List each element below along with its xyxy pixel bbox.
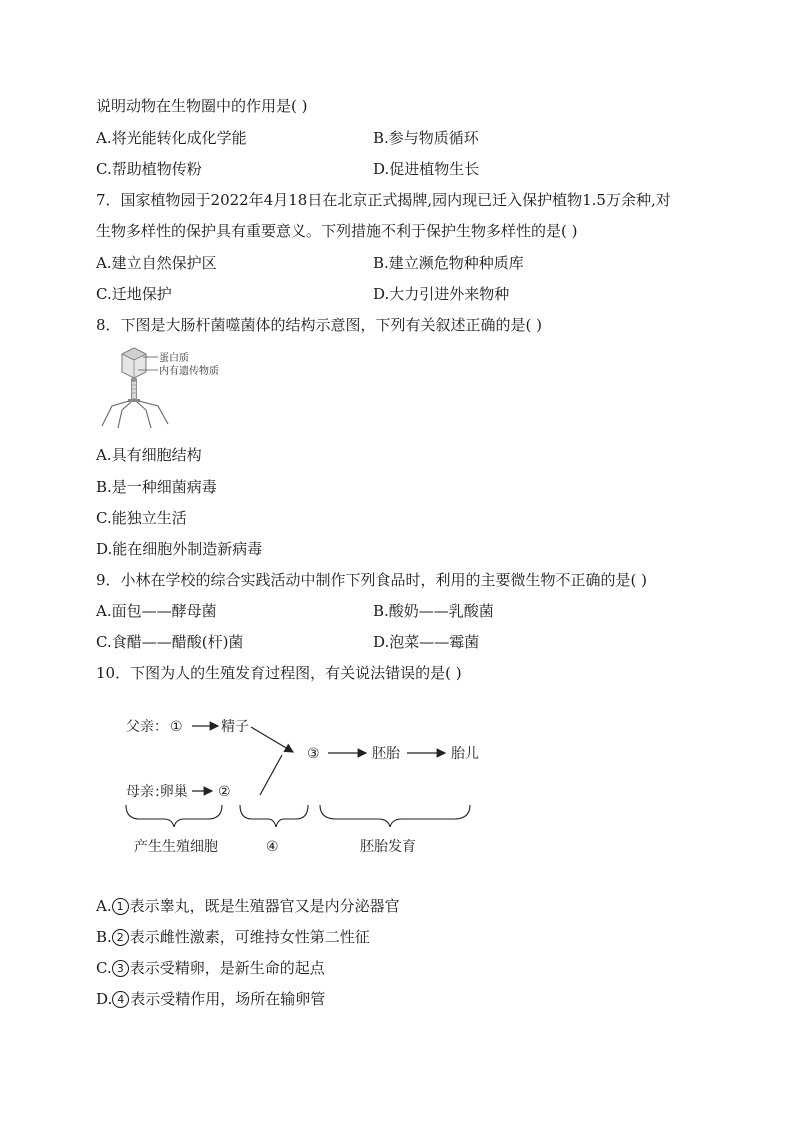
embryo-label: 胚胎 bbox=[372, 746, 400, 762]
circled-number-3: 3 bbox=[112, 960, 129, 977]
circled-number-1: 1 bbox=[112, 898, 129, 915]
bracket-embryo-development bbox=[320, 805, 470, 827]
q6-option-d: D.促进植物生长 bbox=[373, 160, 480, 178]
q6-option-b: B.参与物质循环 bbox=[373, 129, 479, 147]
egg-to-3-line bbox=[260, 755, 282, 795]
q8-stem: 8．下图是大肠杆菌噬菌体的结构示意图，下列有关叙述正确的是( ) bbox=[96, 316, 543, 334]
q8-option-a: A.具有细胞结构 bbox=[96, 446, 202, 464]
q10-option-b: B. 2 表示雌性激素，可维持女性第二性征 bbox=[96, 928, 370, 946]
q8-option-d: D.能在细胞外制造新病毒 bbox=[96, 540, 263, 558]
q10-option-d: D. 4 表示受精作用，场所在输卵管 bbox=[96, 990, 326, 1008]
bracket-label-4: ④ bbox=[266, 839, 279, 855]
q7-option-b: B.建立濒危物种种质库 bbox=[373, 254, 524, 272]
mother-label: 母亲 bbox=[126, 784, 154, 800]
bracket-gametes bbox=[126, 805, 222, 827]
q8-option-c: C.能独立生活 bbox=[96, 509, 187, 527]
node-1: ① bbox=[170, 719, 183, 735]
q9-option-b: B.酸奶——乳酸菌 bbox=[373, 602, 494, 620]
bacteriophage-figure bbox=[96, 344, 246, 430]
q7-stem-line1: 7．国家植物园于2022年4月18日在北京正式揭牌,园内现已迁入保护植物1.5万余种,对 bbox=[96, 191, 671, 209]
circled-number-2: 2 bbox=[112, 929, 129, 946]
q10-option-a: A. 1 表示睾丸，既是生殖器官又是内分泌器官 bbox=[96, 897, 400, 915]
q7-option-c: C.迁地保护 bbox=[96, 285, 172, 303]
q7-option-d: D.大力引进外来物种 bbox=[373, 285, 510, 303]
sperm-label: 精子 bbox=[221, 719, 249, 735]
sperm-to-3-line bbox=[251, 727, 293, 752]
q6-option-c: C.帮助植物传粉 bbox=[96, 160, 202, 178]
reproduction-flow-diagram bbox=[110, 705, 510, 865]
q9-option-d: D.泡菜——霉菌 bbox=[373, 633, 480, 651]
node-2: ② bbox=[218, 784, 231, 800]
fetus-label: 胎儿 bbox=[451, 746, 479, 762]
ovary-label: :卵巢 bbox=[155, 784, 188, 800]
q9-stem: 9．小林在学校的综合实践活动中制作下列食品时，利用的主要微生物不正确的是( ) bbox=[96, 571, 648, 589]
father-label: 父亲： bbox=[126, 719, 168, 735]
q6-option-a: A.将光能转化成化学能 bbox=[96, 129, 247, 147]
node-3: ③ bbox=[307, 746, 320, 762]
q10-option-c: C. 3 表示受精卵，是新生命的起点 bbox=[96, 959, 325, 977]
bracket-label-gametes: 产生生殖细胞 bbox=[134, 839, 218, 855]
circled-number-4: 4 bbox=[112, 991, 129, 1008]
q9-option-c: C.食醋——醋酸(杆)菌 bbox=[96, 633, 244, 651]
bracket-label-embryo-development: 胚胎发育 bbox=[360, 839, 416, 855]
q6-stem-tail: 说明动物在生物圈中的作用是( ) bbox=[96, 97, 308, 115]
q10-stem: 10．下图为人的生殖发育过程图，有关说法错误的是( ) bbox=[96, 664, 462, 682]
q8-option-b: B.是一种细菌病毒 bbox=[96, 478, 217, 496]
label-protein: 蛋白质 bbox=[159, 353, 189, 364]
q9-option-a: A.面包——酵母菌 bbox=[96, 602, 217, 620]
q7-option-a: A.建立自然保护区 bbox=[96, 254, 217, 272]
q7-stem-line2: 生物多样性的保护具有重要意义。下列措施不利于保护生物多样性的是( ) bbox=[96, 222, 578, 240]
bracket-fertilization bbox=[240, 805, 308, 827]
label-genetic-material: 内有遗传物质 bbox=[159, 366, 219, 377]
